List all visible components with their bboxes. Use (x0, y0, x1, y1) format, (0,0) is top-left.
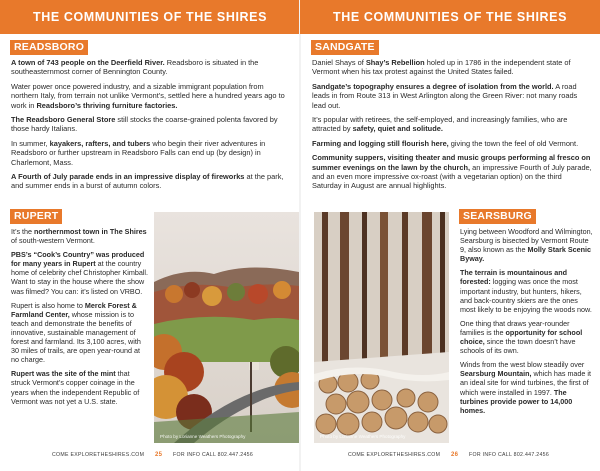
searsburg-text (460, 227, 594, 420)
rupert-para-2: PBS’s “Cook’s Country” was produced for many years in Rupert at the country home of celebrity chef Christopher Kimball. Want to stay in the house where the show was filmed? You can: it’s listed on VRBO. (11, 250, 149, 296)
rupert-tag: RUPERT (10, 209, 62, 224)
readsboro-para-4: In summer, kayakers, rafters, and tubers who begin their river adventures in Readsboro or further upstream in Readsboro Falls can end up (by design) in Charlemont, Mass. (11, 138, 266, 167)
searsburg-para-1: Lying between Woodford and Wilmington, Searsburg is bisected by Vermont Route 9, also known as the Molly Stark Scenic Byway. (460, 227, 593, 264)
left-footer (52, 452, 253, 458)
left-footer-info: FOR INFO CALL 802.447.2456 (173, 452, 254, 458)
readsboro-text (11, 58, 293, 196)
searsburg-para-2: The terrain is mountainous and forested: logging was once the most important industry, but hunters, hikers, and back-country skiers are the ones most likely to be enjoying the woods now. (460, 268, 592, 314)
searsburg-photo-caption: Photo by Lorianne Weathers Photography (320, 434, 406, 439)
sandgate-para-2: Sandgate’s topography ensures a degree of isolation from the world. A road leads in from Route 313 in West Arlington along the Green River: not many roads lead out. (312, 81, 578, 110)
readsboro-para-3: The Readsboro General Store still stocks the coarse-grained polenta favored by those hardy Italians. (11, 115, 278, 134)
readsboro-para-5: A Fourth of July parade ends in an impressive display of fireworks at the park, and summer ends in a burst of autumn colors. (11, 172, 284, 191)
rupert-text (11, 227, 149, 411)
rupert-photo-caption: Photo by Lorianne Weathers Photography (160, 434, 246, 439)
searsburg-woodpile-image (314, 212, 449, 443)
right-page-number: 26 (451, 452, 459, 458)
left-header-banner (0, 0, 300, 34)
rupert-landscape-image (154, 212, 299, 443)
left-page-number: 25 (155, 452, 163, 458)
right-footer-info: FOR INFO CALL 802.447.2456 (469, 452, 550, 458)
readsboro-tag: READSBORO (10, 40, 88, 55)
sandgate-tag: SANDGATE (311, 40, 379, 55)
sandgate-para-5: Community suppers, visiting theater and music groups performing al fresco on summer evenings on the lawn by the church, an impressive Fourth of July parade, and an even more impressive ox-roast (with a vegetarian option) on the third Saturday in August are annual highlights. (312, 153, 592, 191)
sandgate-text (312, 58, 592, 196)
searsburg-para-3: One thing that draws year-rounder families is the opportunity for school choice, since the town doesn’t have schools of its own. (460, 318, 583, 356)
readsboro-para-2: Water power once powered industry, and a sizable immigrant population from northern Italy, from terrain not unlike Vermont’s, settled here a hundred years ago to work in Readsboro’s thriving furniture factories. (11, 81, 285, 110)
rupert-para-3: Rupert is also home to Merck Forest & Farmland Center, whose mission is to teach and demonstrate the benefits of innovative, sustainable management of forest and farmland. Its 3,100 acres, with 30 miles of trails, are open year-round at no charge. (11, 300, 141, 365)
left-footer-site: COME EXPLORETHESHIRES.COM (52, 452, 145, 458)
right-page (300, 0, 600, 471)
searsburg-photo (314, 212, 449, 443)
rupert-para-4: Rupert was the site of the mint that struck Vermont’s copper coinage in the years when the independent Republic of Vermont was not yet a U.S. state. (11, 369, 140, 406)
sandgate-para-4: Farming and logging still flourish here, giving the town the feel of old Vermont. (312, 138, 579, 148)
sandgate-para-3: It’s popular with retirees, the self-employed, and increasingly families, who are attracted by safety, quiet and solitude. (312, 115, 568, 134)
left-header-title: THE COMMUNITIES OF THE SHIRES (32, 10, 268, 24)
right-footer (348, 452, 549, 458)
right-header-title: THE COMMUNITIES OF THE SHIRES (332, 10, 568, 24)
readsboro-para-1: A town of 743 people on the Deerfield River. Readsboro is situated in the southeasternmost corner of Bennington County. (11, 58, 259, 77)
sandgate-para-1: Daniel Shays of Shay’s Rebellion holed up in 1786 in the independent state of Vermont when his tax protest against the United States failed. (312, 58, 571, 77)
right-footer-site: COME EXPLORETHESHIRES.COM (348, 452, 441, 458)
right-header-banner (300, 0, 600, 34)
rupert-para-1: It’s the northernmost town in The Shires of south-western Vermont. (11, 227, 147, 246)
searsburg-tag: SEARSBURG (459, 209, 536, 224)
rupert-photo (154, 212, 299, 443)
searsburg-para-4: Winds from the west blow steadily over Searsburg Mountain, which has made it an ideal site for wind turbines, the first of which were installed in 1997. The turbines provide power to 14,000 homes. (460, 360, 592, 415)
